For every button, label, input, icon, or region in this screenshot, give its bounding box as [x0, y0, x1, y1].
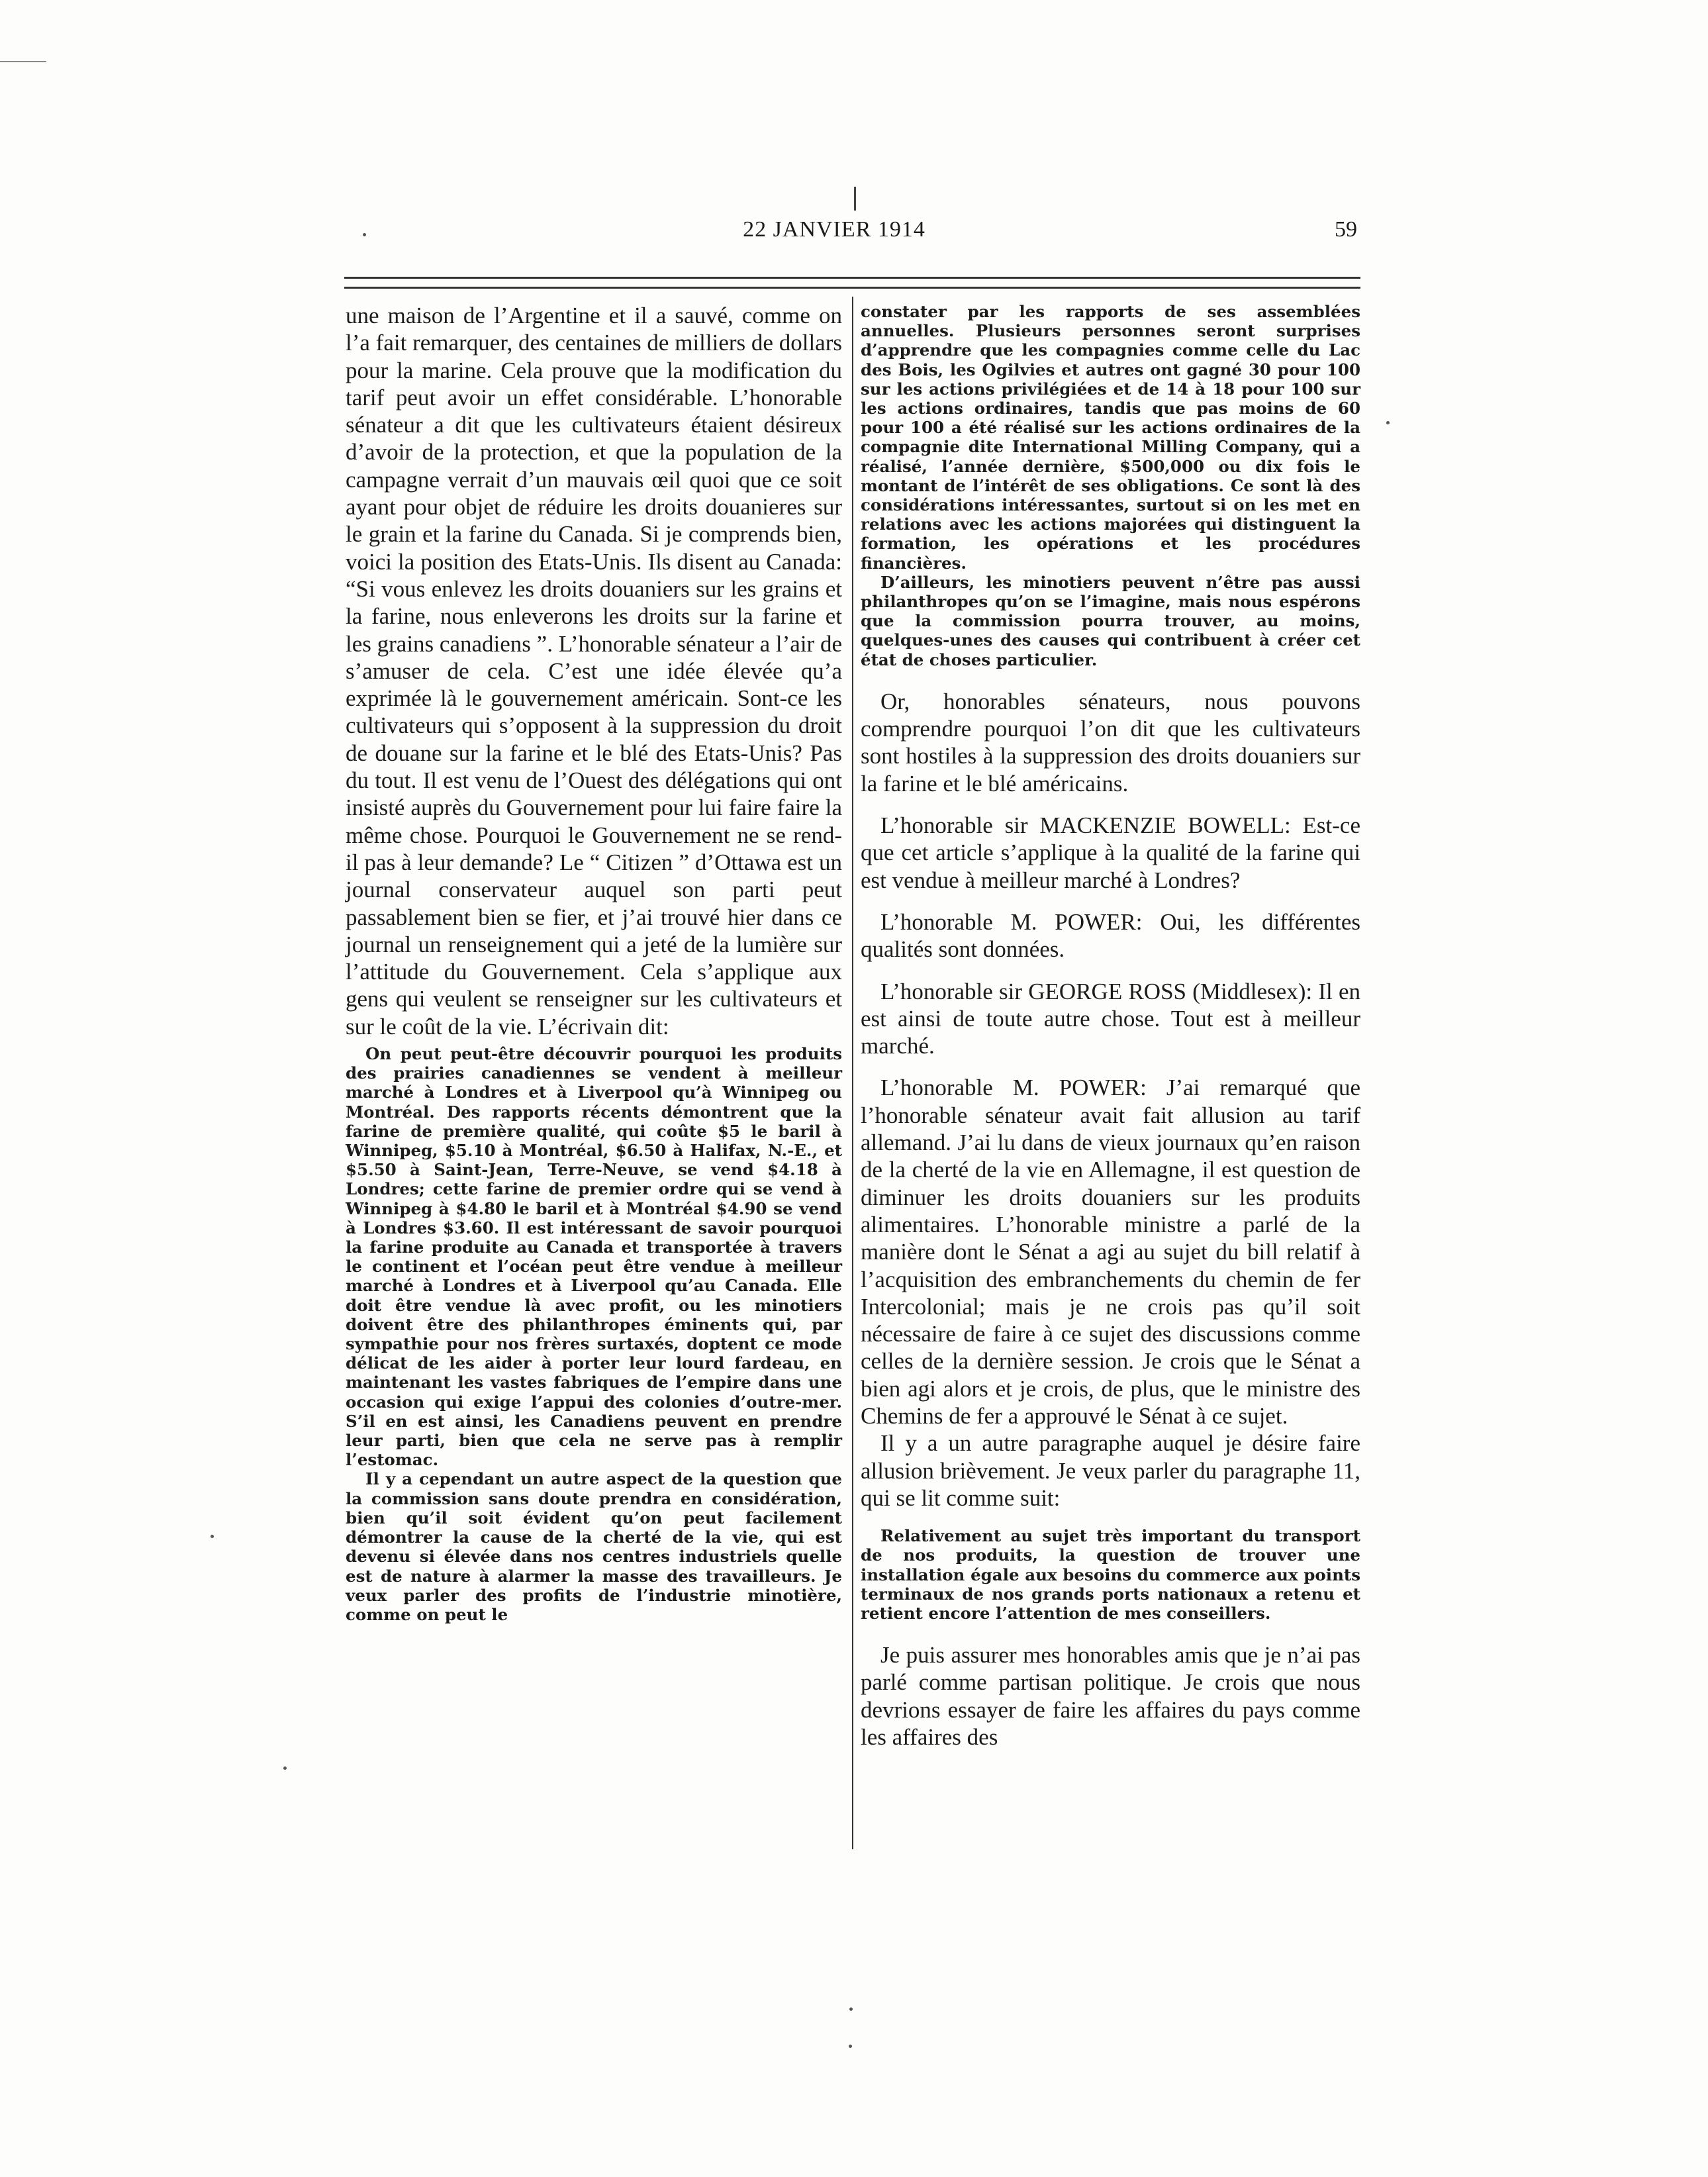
quoted-extract: D’ailleurs, les minotiers peuvent n’être pas aussi philanthropes qu’on se l’imagine, mais nous espérons que la commission pourra trouver, au moins, quelques-unes des causes qui contribuent à créer cet état de choses particulier. [861, 572, 1360, 669]
speaker-paragraph: L’honorable M. POWER: Oui, les différentes qualités sont données. [861, 908, 1360, 963]
scan-speck [849, 2008, 853, 2011]
quoted-extract: On peut peut-être découvrir pourquoi les produits des prairies canadiennes se vendent à meilleur marché à Londres et à Liverpool qu’à Winnipeg ou Montréal. Des rapports récents démontrent que la farine de première qualité, qui coûte $5 le baril à Winnipeg, $5.10 à Montréal, $6.50 à Halifax, N.-E., et $5.50 à Saint-Jean, Terre-Neuve, se vend $4.18 à Londres; cette farine de premier ordre qui se vend à Winnipeg à $4.80 le baril et à Montréal $4.90 se vend à Londres $3.60. Il est intéressant de savoir pourquoi la farine produite au Canada et transportée à travers le continent et l’océan peut être vendue à meilleur marché à Londres et à Liverpool qu’au Canada. Elle doit être vendue là avec profit, ou les minotiers doivent être des philanthropes éminents qui, par sympathie pour nos frères surtaxés, doptent ce mode délicat de les aider à porter leur lourd fardeau, en maintenant les vastes fabriques de l’empire dans une occasion qui exige l’appui des colonies d’outre-mer. S’il en est ainsi, les Canadiens peuvent en prendre leur parti, bien que cela ne serve pas à remplir l’estomac. [346, 1044, 842, 1470]
right-column [861, 302, 1360, 1751]
quoted-extract: constater par les rapports de ses assemblées annuelles. Plusieurs personnes seront surprises d’apprendre que les compagnies comme celle du Lac des Bois, les Ogilvies et autres ont gagné 30 pour 100 sur les actions privilégiées et de 14 à 18 pour 100 sur les actions ordinaires, tandis que pas moins de 60 pour 100 a été réalisé sur les actions ordinaires de la compagnie dite International Milling Company, qui a réalisé, l’année dernière, $500,000 ou dix fois le montant de l’intérêt de ses obligations. Ce sont là des considérations intéressantes, surtout si on les met en relations avec les actions majorées qui distinguent la formation, les opérations et les procédures financières. [861, 302, 1360, 573]
speaker-paragraph: L’honorable sir MACKENZIE BOWELL: Est-ce que cet article s’applique à la qualité de la farine qui est vendue à meilleur marché à Londres? [861, 812, 1360, 893]
page-date: 22 JANVIER 1914 [743, 217, 925, 242]
scan-tick-mark [854, 187, 856, 211]
left-column [346, 302, 842, 1624]
column-divider [852, 297, 853, 1849]
header-rule-top [344, 277, 1360, 279]
scan-speck [849, 2045, 852, 2048]
body-paragraph: Il y a un autre paragraphe auquel je désire faire allusion brièvement. Je veux parler du paragraphe 11, qui se lit comme suit: [861, 1430, 1360, 1511]
header-rule-bottom [344, 287, 1360, 289]
speaker-paragraph: L’honorable sir GEORGE ROSS (Middlesex): Il en est ainsi de toute autre chose. Tout est à meilleur marché. [861, 978, 1360, 1059]
page-number: 59 [1335, 217, 1357, 242]
body-paragraph: Or, honorables sénateurs, nous pouvons comprendre pourquoi l’on dit que les cultivateurs sont hostiles à la suppression des droits douaniers sur la farine et le blé américains. [861, 688, 1360, 797]
body-paragraph: Je puis assurer mes honorables amis que je n’ai pas parlé comme partisan politique. Je crois que nous devrions essayer de faire les affaires du pays comme les affaires des [861, 1642, 1360, 1751]
scan-speck [1386, 421, 1390, 424]
quoted-extract: Il y a cependant un autre aspect de la question que la commission sans doute prendra en considération, bien qu’il soit évident qu’on peut facilement démontrer la cause de la cherté de la vie, qui est devenu si élevée dans nos centres industriels quelle est de nature à alarmer la masse des travailleurs. Je veux parler des profits de l’industrie minotière, comme on peut le [346, 1469, 842, 1624]
running-head [305, 217, 1364, 257]
scan-speck [211, 1535, 214, 1538]
scan-edge-mark [0, 61, 46, 62]
quoted-extract: Relativement au sujet très important du transport de nos produits, la question de trouver une installation égale aux besoins du commerce aux points terminaux de nos grands ports nationaux a retenu et retient encore l’attention de mes conseillers. [861, 1526, 1360, 1623]
body-paragraph: une maison de l’Argentine et il a sauvé, comme on l’a fait remarquer, des centaines de milliers de dollars pour la marine. Cela prouve que la modification du tarif peut avoir un effet considérable. L’honorable sénateur a dit que les cultivateurs étaient désireux d’avoir de la protection, et que la population de la campagne verrait d’un mauvais œil quoi que ce soit ayant pour objet de réduire les droits douanieres sur le grain et la farine du Canada. Si je comprends bien, voici la position des Etats-Unis. Ils disent au Canada: “Si vous enlevez les droits douaniers sur les grains et la farine, nous enleverons les droits sur la farine et les grains canadiens ”. L’honorable sénateur a l’air de s’amuser de cela. C’est une idée élevée qu’a exprimée là le gouvernement américain. Sont-ce les cultivateurs qui s’opposent à la suppression du droit de douane sur la farine et le blé des Etats-Unis? Pas du tout. Il est venu de l’Ouest des délégations qui ont insisté auprès du Gouvernement pour lui faire faire la même chose. Pourquoi le Gouvernement ne se rend-il pas à leur demande? Le “ Citizen ” d’Ottawa est un journal conservateur auquel son parti peut passablement bien se fier, et j’ai trouvé hier dans ce journal un renseignement qui a jeté de la lumière sur l’attitude du Gouvernement. Cela s’applique aux gens qui veulent se renseigner sur les cultivateurs et sur le coût de la vie. L’écrivain dit: [346, 303, 842, 1040]
scan-speck [283, 1766, 287, 1770]
speaker-paragraph: L’honorable M. POWER: J’ai remarqué que l’honorable sénateur avait fait allusion au tarif allemand. J’ai lu dans de vieux journaux qu’en raison de la cherté de la vie en Allemagne, il est question de diminuer les droits douaniers sur les produits alimentaires. L’honorable ministre a parlé de la manière dont le Sénat a agi au sujet du bill relatif à l’acquisition des embranchements du chemin de fer Intercolonial; mais je ne crois pas qu’il soit nécessaire de faire à ce sujet des discussions comme celles de la dernière session. Je crois que le Sénat a bien agi alors et je crois, de plus, que le ministre des Chemins de fer a approuvé le Sénat à ce sujet. [861, 1075, 1360, 1429]
